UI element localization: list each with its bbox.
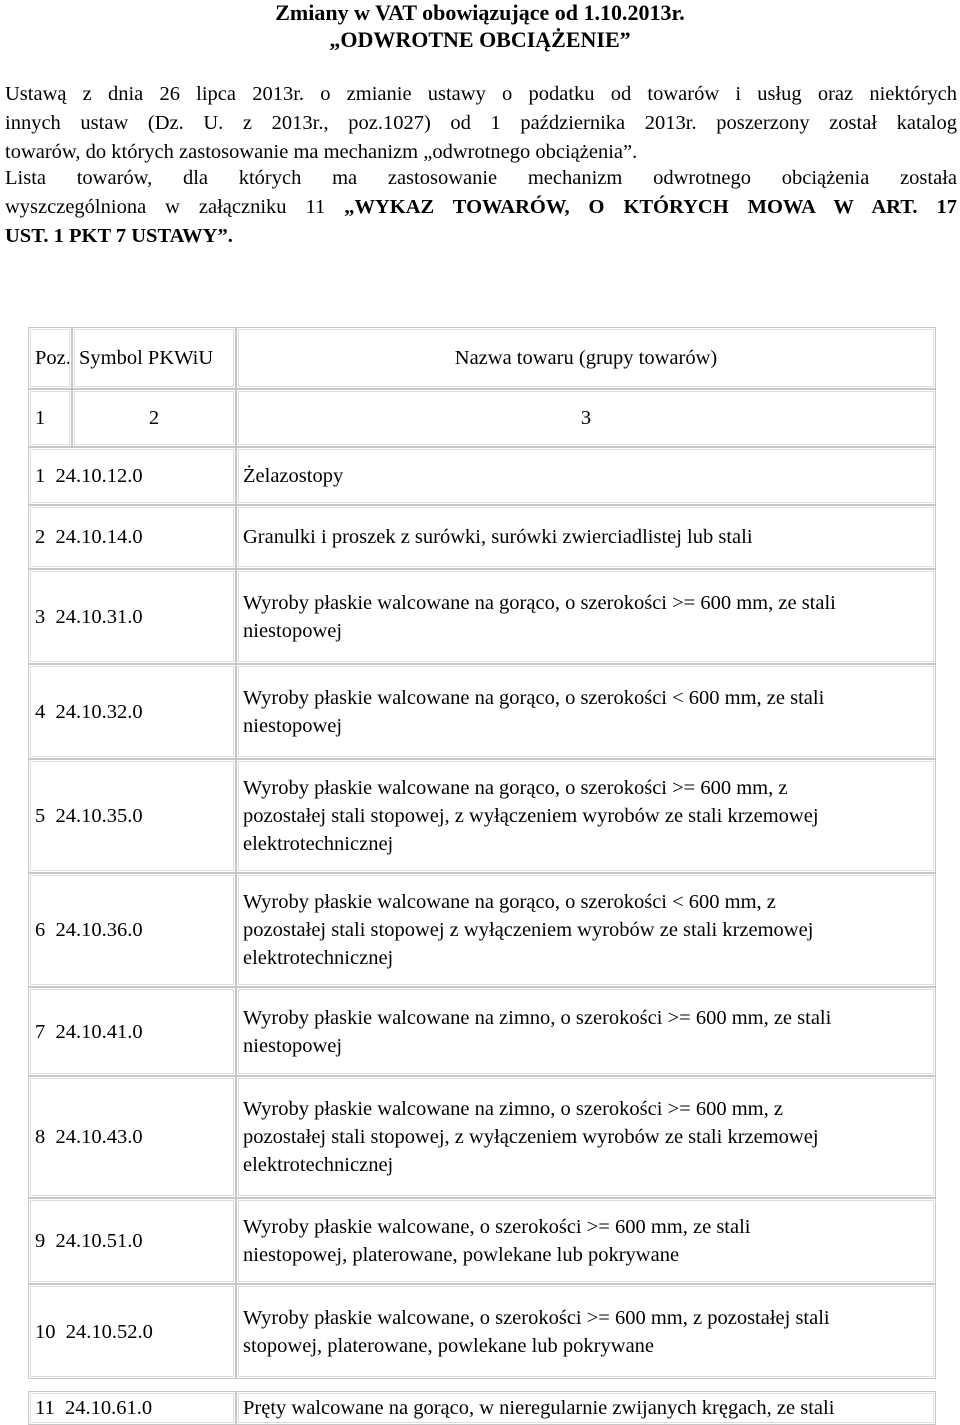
annex-title: „WYKAZ TOWARÓW, O KTÓRYCH MOWA W ART. 17 (344, 196, 957, 218)
row-pos-symbol: 1 24.10.12.0 (28, 447, 236, 505)
row-pos-symbol: 3 24.10.31.0 (28, 569, 236, 664)
row-pos-symbol: 7 24.10.41.0 (28, 987, 236, 1076)
row-pos-symbol: 10 24.10.52.0 (28, 1284, 236, 1379)
header-pos: Poz. (28, 327, 72, 389)
row-pos-symbol: 11 24.10.61.0 (28, 1391, 236, 1425)
reference-line (5, 193, 957, 222)
row-name: Wyroby płaskie walcowane, o szerokości >= 600 mm, ze stali niestopowej, platerowane, powlekane lub pokrywane (236, 1198, 936, 1284)
column-number-pos: 1 (28, 389, 72, 447)
row-name: Wyroby płaskie walcowane na gorąco, o szerokości < 600 mm, z pozostałej stali stopowej z wyłączeniem wyrobów ze stali krzemowej elektrotechnicznej (236, 873, 936, 987)
intro-line: towarów, do których zastosowanie ma mechanizm „odwrotnego obciążenia”. (5, 141, 638, 163)
intro-line: innych ustaw (Dz. U. z 2013r., poz.1027) od 1 października 2013r. poszerzony został katalog (5, 112, 957, 134)
header-symbol: Symbol PKWiU (72, 327, 236, 389)
reference-text: wyszczególniona w załączniku 11 (5, 196, 345, 218)
row-pos-symbol: 5 24.10.35.0 (28, 759, 236, 873)
row-pos-symbol: 4 24.10.32.0 (28, 664, 236, 759)
page-title: Zmiany w VAT obowiązujące od 1.10.2013r. (275, 0, 685, 25)
row-pos-symbol: 2 24.10.14.0 (28, 505, 236, 569)
annex-title-continued: UST. 1 PKT 7 USTAWY”. (5, 225, 233, 247)
row-pos-symbol: 6 24.10.36.0 (28, 873, 236, 987)
row-name: Żelazostopy (236, 447, 936, 505)
reference-line: Lista towarów, dla których ma zastosowanie mechanizm odwrotnego obciążenia została (5, 167, 957, 189)
column-number-name: 3 (236, 389, 936, 447)
row-pos-symbol: 9 24.10.51.0 (28, 1198, 236, 1284)
row-name: Pręty walcowane na gorąco, w nieregularnie zwijanych kręgach, ze stali (236, 1391, 936, 1425)
row-name: Wyroby płaskie walcowane na zimno, o szerokości >= 600 mm, z pozostałej stali stopowej, z wyłączeniem wyrobów ze stali krzemowej elektrotechnicznej (236, 1076, 936, 1198)
column-number-symbol: 2 (72, 389, 236, 447)
row-name: Wyroby płaskie walcowane na zimno, o szerokości >= 600 mm, ze stali niestopowej (236, 987, 936, 1076)
header-name: Nazwa towaru (grupy towarów) (236, 327, 936, 389)
intro-line: Ustawą z dnia 26 lipca 2013r. o zmianie ustawy o podatku od towarów i usług oraz niektórych (5, 83, 957, 105)
row-name: Wyroby płaskie walcowane na gorąco, o szerokości >= 600 mm, ze stali niestopowej (236, 569, 936, 664)
row-name: Wyroby płaskie walcowane na gorąco, o szerokości >= 600 mm, z pozostałej stali stopowej, z wyłączeniem wyrobów ze stali krzemowej elektrotechnicznej (236, 759, 936, 873)
row-name: Wyroby płaskie walcowane na gorąco, o szerokości < 600 mm, ze stali niestopowej (236, 664, 936, 759)
row-name: Wyroby płaskie walcowane, o szerokości >= 600 mm, z pozostałej stali stopowej, platerowane, powlekane lub pokrywane (236, 1284, 936, 1379)
row-pos-symbol: 8 24.10.43.0 (28, 1076, 236, 1198)
row-name: Granulki i proszek z surówki, surówki zwierciadlistej lub stali (236, 505, 936, 569)
list-reference-paragraph (5, 164, 957, 251)
page-subtitle: „ODWROTNE OBCIĄŻENIE” (329, 27, 631, 52)
intro-paragraph (5, 80, 957, 167)
